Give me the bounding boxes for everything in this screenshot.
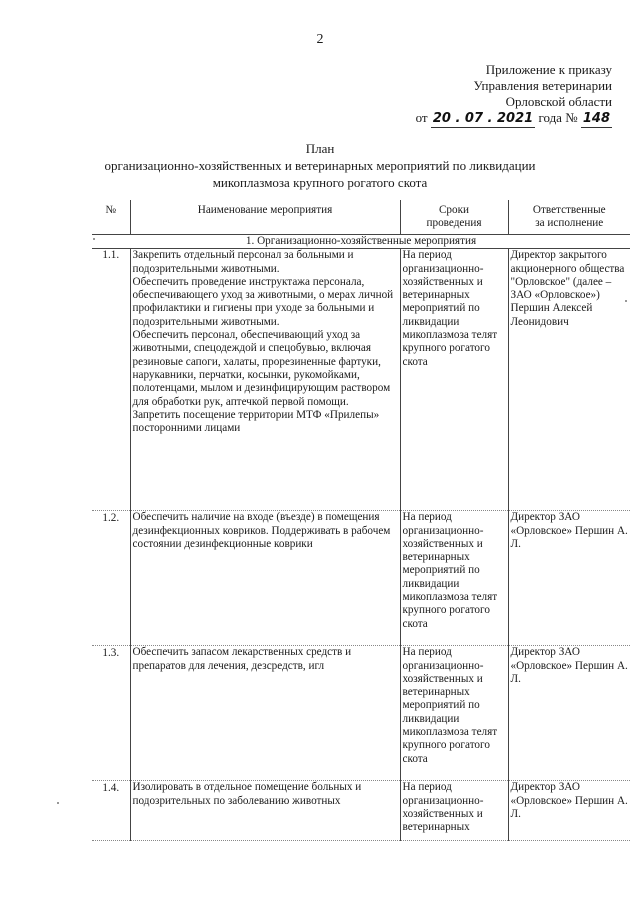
table-row [92,646,630,781]
order-date: 20 . 07 . 2021 [432,111,534,126]
measure-text: Обеспечить наличие на входе (въезде) в помещения дезинфекционных ковриков. Поддерживать в рабочем состоянии дезинфекционные коврики [132,511,391,550]
header-responsible [508,200,630,235]
row-measure [130,781,400,841]
row-responsible: Директор закрытого акционерного общества "Орловское" (далее – ЗАО «Орловское») Першин Алексей Леонидович [508,249,630,511]
table-header-row [92,200,630,235]
measure-text: Запретить посещение территории МТФ «Прилепы» посторонними лицами [132,408,380,435]
row-responsible: Директор ЗАО «Орловское» Першин А. Л. [508,781,630,841]
scan-speck [93,238,95,240]
measure-text: Изолировать в отдельное помещение больных и подозрительных по заболеванию животных [132,781,362,807]
section-row [92,235,630,249]
header-term [400,200,508,235]
header-term-line-2: проведения [426,217,482,230]
row-responsible: Директор ЗАО «Орловское» Першин А. Л. [508,511,630,646]
header-resp-line-1: Ответственные [532,204,606,216]
page-number: 2 [316,32,324,47]
measure-text: Обеспечить персонал, обеспечивающий уход за животными, спецодеждой и спецобувью, включая резиновые сапоги, халаты, прорезиненные фартуки, нарукавники, перчатки, косынки, рукомойками, полотенцами, мылом и дезинфицирующим раствором для обработки рук, аптечкой первой помощи. [132,329,391,408]
row-term: На период организационно-хозяйственных и ветеринарных мероприятий по ликвидации микоплазмоза телят крупного рогатого скота [400,511,508,646]
measure-text: Закрепить отдельный персонал за больными и подозрительными животными. [132,249,354,275]
title-line-2: организационно-хозяйственных и ветеринарных мероприятий по ликвидации [104,158,536,173]
row-number: 1.3. [92,646,130,781]
plan-table [92,200,630,841]
title-line-3: микоплазмоза крупного рогатого скота [212,175,428,190]
scan-speck [57,802,59,804]
header-resp-line-2: за исполнение [535,217,604,230]
appendix-line-3: Орловской области [505,94,612,109]
row-measure [130,249,400,511]
appendix-order-line [416,110,612,128]
appendix-header [416,62,612,128]
table-row [92,781,630,841]
year-label: года № [538,110,578,125]
from-label: от [415,110,428,125]
row-measure [130,646,400,781]
measure-text: Обеспечить запасом лекарственных средств и препаратов для лечения, дезсредств, игл [132,646,352,672]
appendix-line-1: Приложение к приказу [485,62,612,77]
section-title: 1. Организационно-хозяйственные мероприятия [92,235,630,249]
header-num: № [92,200,130,235]
row-term: На период организационно-хозяйственных и ветеринарных мероприятий по ликвидации микоплазмоза телят крупного рогатого скота [400,646,508,781]
measure-text: Обеспечить проведение инструктажа персонала, обеспечивающего уход за животными, о мерах личной профилактики и гигиены при уходе за больными и подозрительными животными. [132,275,394,328]
title-line-1: План [305,141,335,156]
appendix-line-2: Управления ветеринарии [473,78,612,93]
row-number: 1.1. [92,249,130,511]
order-number: 148 [582,111,610,126]
header-name: Наименование мероприятия [130,200,400,235]
row-term: На период организационно-хозяйственных и ветеринарных мероприятий по ликвидации микоплазмоза телят крупного рогатого скота [400,249,508,511]
document-title [0,140,640,191]
table-row [92,511,630,646]
row-measure [130,511,400,646]
row-responsible: Директор ЗАО «Орловское» Першин А. Л. [508,646,630,781]
header-term-line-1: Сроки [438,204,470,216]
row-number: 1.2. [92,511,130,646]
scan-speck [625,300,627,302]
row-term: На период организационно-хозяйственных и ветеринарных [400,781,508,841]
table-row [92,249,630,511]
row-number: 1.4. [92,781,130,841]
